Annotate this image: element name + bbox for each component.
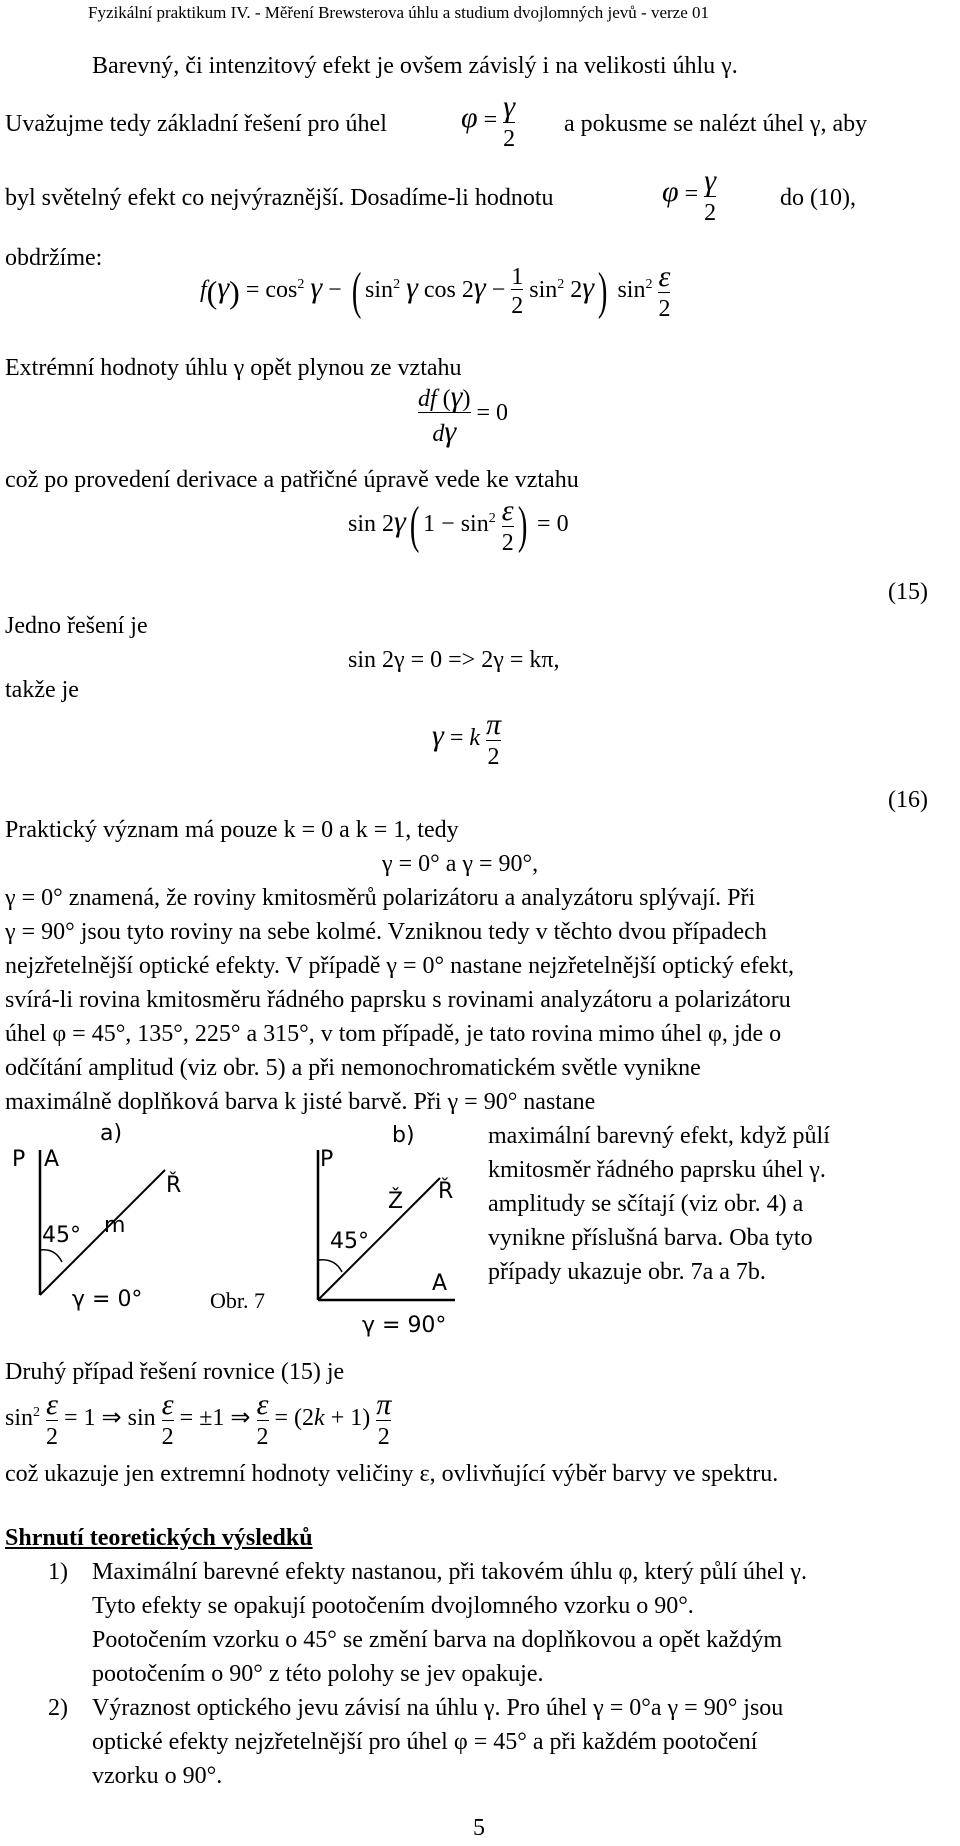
fig-b-R: Ř (438, 1179, 454, 1204)
paragraph-line: Jedno řešení je (5, 613, 148, 639)
paragraph-line: nejzřetelnější optické efekty. V případě γ = 0° nastane nejzřetelnější optický efekt, (5, 953, 794, 979)
list-item-line: Výraznost optického jevu závisí na úhlu γ. Pro úhel γ = 0°a γ = 90° jsou (92, 1695, 784, 1721)
fig-b-Z: Ž (388, 1189, 404, 1214)
paragraph-line: do (10), (780, 185, 856, 211)
fig-b-gamma: γ = 90° (362, 1313, 447, 1338)
formula-derivative: $\frac{df (\gamma)}{d\gamma}$ = 0 (418, 380, 509, 448)
fig-b-P: P (320, 1147, 334, 1172)
fig-b-angle-arc (318, 1260, 342, 1272)
fig-b-A: A (432, 1271, 448, 1296)
formula-gamma-k-pi-half: γ = k $\frac{\pi}{2}$ (432, 708, 502, 770)
paragraph-line: γ = 90° jsou tyto roviny na sebe kolmé. Vzniknou tedy v těchto dvou případech (5, 919, 767, 945)
paragraph-line: maximální barevný efekt, když půlí (488, 1123, 830, 1149)
fig-a-gamma: γ = 0° (72, 1287, 143, 1312)
paragraph-line: maximálně doplňková barva k jisté barvě. Při γ = 90° nastane (5, 1089, 596, 1115)
paragraph-line: svírá-li rovina kmitosměru řádného paprsku s rovinami analyzátoru a polarizátoru (5, 987, 791, 1013)
paragraph-line: Extrémní hodnoty úhlu γ opět plynou ze vztahu (5, 355, 462, 381)
list-item-line: Pootočením vzorku o 45° se změní barva na doplňkovou a opět každým (92, 1627, 783, 1653)
fig-a-P: P (12, 1147, 26, 1172)
formula-gamma-values: γ = 0° a γ = 90°, (382, 851, 539, 877)
paragraph-line: odčítání amplitud (viz obr. 5) a při nemonochromatickém světle vynikne (5, 1055, 701, 1081)
paragraph-line: což ukazuje jen extremní hodnoty veličiny ε, ovlivňující výběr barvy ve spektru. (5, 1461, 779, 1487)
figure-7 (0, 1120, 470, 1340)
page-number: 5 (473, 1815, 485, 1841)
paragraph-line: obdržíme: (5, 245, 103, 271)
fig-a-angle-arc (40, 1250, 62, 1262)
list-number: 2) (48, 1695, 68, 1721)
list-item-line: optické efekty nejzřetelnější pro úhel φ = 45° a při každém pootočení (92, 1729, 758, 1755)
list-item-line: vzorku o 90°. (92, 1763, 223, 1789)
formula-solution-1: sin 2γ = 0 => 2γ = kπ, (348, 647, 560, 673)
paragraph-line: takže je (5, 677, 79, 703)
paragraph-line: což po provedení derivace a patřičné úpravě vede ke vztahu (5, 467, 579, 493)
formula-second-case: $\sin^2$ $\frac{\varepsilon}{2}$ = 1 ⇒ sin $\frac{\varepsilon}{2}$ = ±1 ⇒ $\frac{\varepsilon}{2}$ = (2k + 1) $\frac{\pi}{2}$ (5, 1388, 392, 1450)
fig-b-angle: 45° (330, 1229, 369, 1254)
formula-15: sin 2γ( $1 - \sin^2$ $\frac{\varepsilon}{2}$ ) = 0 (348, 494, 569, 556)
paragraph-line: a pokusme se nalézt úhel γ, aby (564, 111, 868, 137)
paragraph-line: Druhý případ řešení rovnice (15) je (5, 1359, 345, 1385)
fig-a-angle: 45° (42, 1223, 81, 1248)
paragraph-line: Praktický význam má pouze k = 0 a k = 1, tedy (5, 817, 459, 843)
fig-a-label: a) (100, 1121, 123, 1146)
fig-a-R: Ř (166, 1173, 182, 1198)
fig-a-A: A (44, 1147, 60, 1172)
paragraph-line: γ = 0° znamená, že roviny kmitosměrů polarizátoru a analyzátoru splývají. Při (5, 885, 756, 911)
list-item-line: Tyto efekty se opakují pootočením dvojlomného vzorku o 90°. (92, 1593, 694, 1619)
paragraph-line: úhel φ = 45°, 135°, 225° a 315°, v tom případě, je tato rovina mimo úhel φ, jde o (5, 1021, 782, 1047)
list-item-line: Maximální barevné efekty nastanou, při takovém úhlu φ, který půlí úhel γ. (92, 1559, 807, 1585)
formula-phi-gamma-half: φ = $\frac{\gamma}{2}$ (662, 164, 717, 226)
formula-phi-gamma-half: φ = $\frac{\gamma}{2}$ (461, 90, 516, 152)
fig-a-m: m (104, 1213, 126, 1238)
fig-caption: Obr. 7 (210, 1288, 265, 1313)
paragraph-line: kmitosměr řádného paprsku úhel γ. (488, 1157, 826, 1183)
paragraph-line: vynikne příslušná barva. Oba tyto (488, 1225, 813, 1251)
paragraph-line: byl světelný efekt co nejvýraznější. Dosadíme-li hodnotu (5, 185, 554, 211)
equation-number: (15) (888, 579, 928, 605)
formula-f-gamma: $f(\gamma) = \cos^2 \gamma$ − ( $\sin^2 \gamma$ cos 2γ − $\frac{1}{2}$ $\sin^2 2\gamma$) $\sin^2$ $\frac{\varepsilon}{2}$ (200, 260, 671, 322)
page-header: Fyzikální praktikum IV. - Měření Brewsterova úhlu a studium dvojlomných jevů - verze 01 (88, 3, 709, 22)
equation-number: (16) (888, 787, 928, 813)
paragraph-line: amplitudy se sčítají (viz obr. 4) a (488, 1191, 804, 1217)
list-item-line: pootočením o 90° z této polohy se jev opakuje. (92, 1661, 544, 1687)
fig-b-label: b) (392, 1123, 415, 1148)
paragraph-line: Barevný, či intenzitový efekt je ovšem závislý i na velikosti úhlu γ. (92, 53, 738, 79)
paragraph-line: případy ukazuje obr. 7a a 7b. (488, 1259, 766, 1285)
paragraph-line: Uvažujme tedy základní řešení pro úhel (5, 111, 387, 137)
section-heading: Shrnutí teoretických výsledků (5, 1525, 313, 1551)
list-number: 1) (48, 1559, 68, 1585)
